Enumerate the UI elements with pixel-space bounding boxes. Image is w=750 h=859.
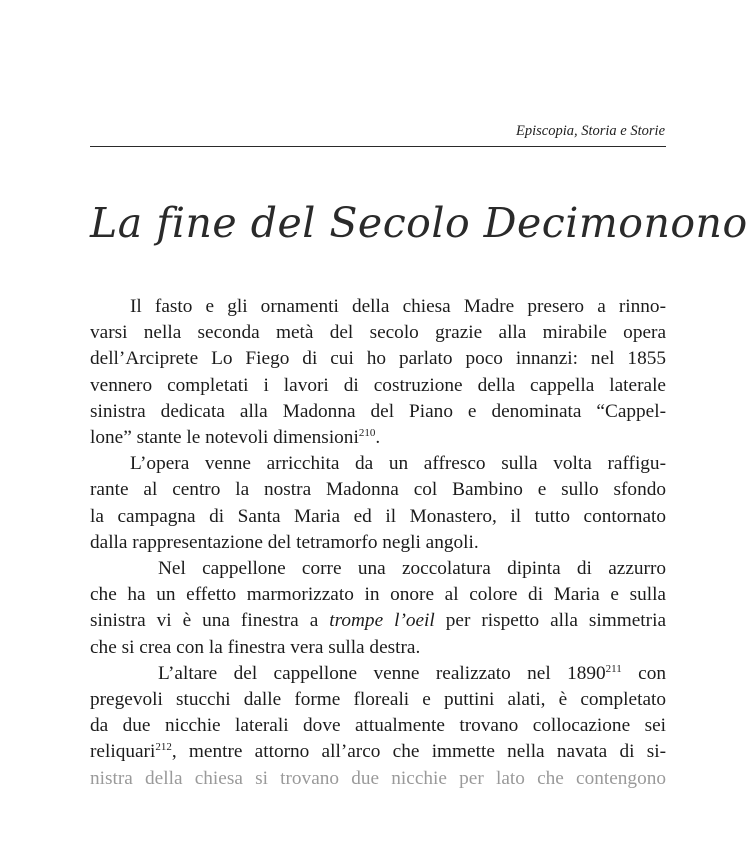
footnote-ref: 211 — [605, 662, 622, 675]
text-fragment: L’altare del cappellone venne realizzato nel 1890 — [158, 662, 606, 684]
text-fragment: reliquari — [90, 741, 156, 763]
text-line: vennero completati i lavori di costruzione della cappella laterale — [90, 374, 666, 396]
text-line: rante al centro la nostra Madonna col Bambino e sullo sfondo — [90, 479, 666, 501]
text-line: Nel cappellone corre una zoccolatura dipinta di azzurro — [158, 558, 666, 580]
paragraph-2 — [90, 451, 666, 556]
text-line: dell’Arciprete Lo Fiego di cui ho parlato poco innanzi: nel 1855 — [90, 348, 666, 370]
text-line: da due nicchie laterali dove attualmente trovano collocazione sei — [90, 715, 666, 737]
text-line: sinistra dedicata alla Madonna del Piano e denominata “Cappel- — [90, 400, 666, 422]
footnote-ref: 210 — [358, 427, 376, 440]
paragraph-4 — [90, 661, 666, 792]
text-fragment: con — [621, 662, 666, 684]
text-fragment: , mentre attorno all’arco che immette nella navata di si- — [171, 741, 666, 763]
footnote-ref: 212 — [155, 741, 172, 754]
chapter-title: La fine del Secolo Decimonono — [90, 199, 748, 247]
text-line: dalla rappresentazione del tetramorfo negli angoli. — [90, 531, 479, 553]
text-fragment: lone” stante le notevoli dimensioni — [90, 427, 359, 449]
italic-phrase: trompe l’oeil — [329, 610, 435, 632]
running-header: Episcopia, Storia e Storie — [515, 123, 665, 139]
text-line: che si crea con la finestra vera sulla destra. — [90, 636, 421, 658]
header-rule — [90, 146, 666, 147]
text-line — [90, 425, 666, 451]
text-line: pregevoli stucchi dalle forme floreali e puttini alati, è completato — [90, 689, 666, 711]
paragraph-3 — [90, 556, 666, 661]
text-fragment: . — [375, 427, 381, 449]
text-fragment: per rispetto alla simmetria — [434, 610, 667, 632]
text-line: L’opera venne arricchita da un affresco sulla volta raffigu- — [130, 453, 666, 475]
text-line — [90, 661, 666, 687]
text-line — [90, 608, 666, 634]
text-line: la campagna di Santa Maria ed il Monastero, il tutto contornato — [90, 505, 666, 527]
text-line: varsi nella seconda metà del secolo grazie alla mirabile opera — [90, 322, 666, 344]
text-line — [90, 739, 666, 765]
text-fragment: sinistra vi è una finestra a — [90, 610, 330, 632]
text-line: che ha un effetto marmorizzato in onore al colore di Maria e sulla — [90, 584, 666, 606]
text-line-faded: nistra della chiesa si trovano due nicchie per lato che contengono — [90, 767, 666, 789]
paragraph-1 — [90, 294, 666, 451]
text-line: Il fasto e gli ornamenti della chiesa Madre presero a rinno- — [130, 296, 666, 317]
body-text — [90, 294, 666, 792]
